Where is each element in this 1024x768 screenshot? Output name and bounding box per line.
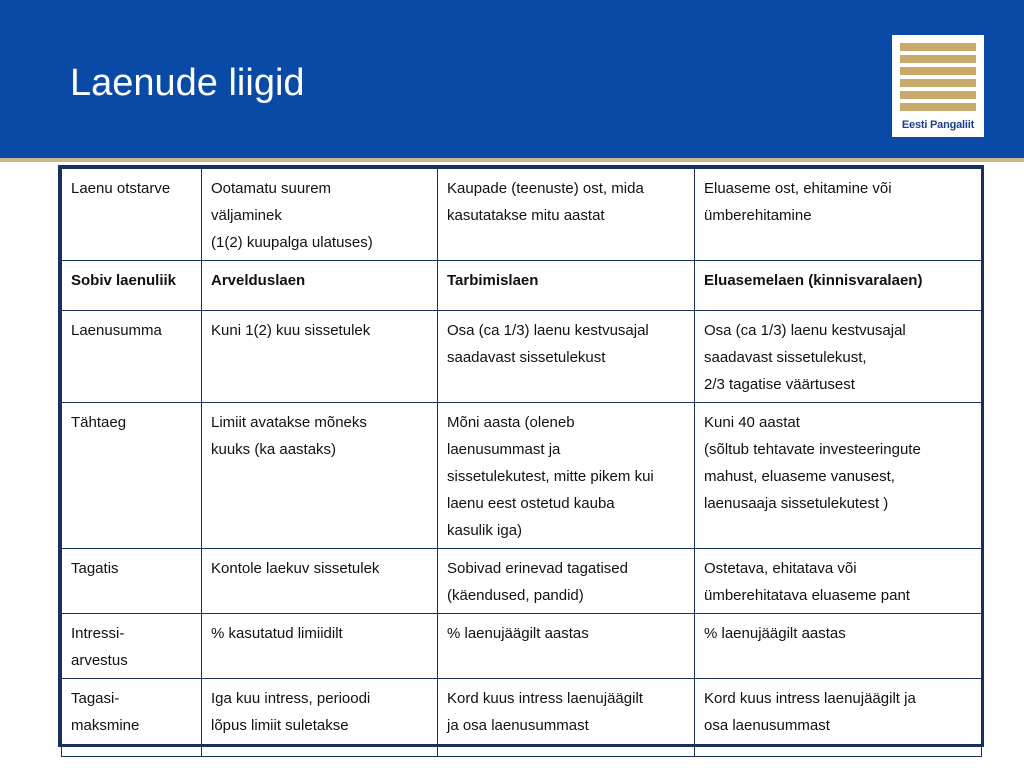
table-cell: Mõni aasta (oleneb laenusummast ja sissetulekutest, mitte pikem kui laenu eest ostetud kauba kasulik iga) <box>438 403 695 549</box>
table-cell: Eluaseme ost, ehitamine või ümberehitamine <box>695 169 982 261</box>
table-cell: Intressi- arvestus <box>62 614 202 679</box>
table-cell: Sobivad erinevad tagatised (käendused, pandid) <box>438 549 695 614</box>
table-cell: Kord kuus intress laenujäägilt ja osa laenusummast <box>438 679 695 757</box>
table-row <box>62 169 982 261</box>
table-row <box>62 403 982 549</box>
table-cell: Kontole laekuv sissetulek <box>202 549 438 614</box>
table-cell: Kord kuus intress laenujäägilt ja osa laenusummast <box>695 679 982 757</box>
table-row <box>62 311 982 403</box>
table-cell: Kuni 1(2) kuu sissetulek <box>202 311 438 403</box>
table-cell: % laenujäägilt aastas <box>438 614 695 679</box>
header-divider <box>0 158 1024 162</box>
table-cell: Tagatis <box>62 549 202 614</box>
table-cell: Kuni 40 aastat (sõltub tehtavate investeeringute mahust, eluaseme vanusest, laenusaaja sissetulekutest ) <box>695 403 982 549</box>
loan-types-table <box>58 165 984 747</box>
table-cell: Laenu otstarve <box>62 169 202 261</box>
logo-mark-icon <box>900 43 976 115</box>
table-row <box>62 679 982 757</box>
table-cell: Tarbimislaen <box>438 261 695 311</box>
table-row <box>62 614 982 679</box>
slide-title: Laenude liigid <box>70 62 305 104</box>
table-cell: Tagasi- maksmine <box>62 679 202 757</box>
table-cell: Laenusumma <box>62 311 202 403</box>
logo-text: Eesti Pangaliit <box>901 119 975 131</box>
table-cell: % kasutatud limiidilt <box>202 614 438 679</box>
eesti-pangaliit-logo <box>892 35 984 137</box>
table-cell: % laenujäägilt aastas <box>695 614 982 679</box>
table-cell: Kaupade (teenuste) ost, mida kasutatakse mitu aastat <box>438 169 695 261</box>
table-cell: Ootamatu suurem väljaminek (1(2) kuupalga ulatuses) <box>202 169 438 261</box>
table-cell: Osa (ca 1/3) laenu kestvusajal saadavast sissetulekust, 2/3 tagatise väärtusest <box>695 311 982 403</box>
table-cell: Iga kuu intress, perioodi lõpus limiit suletakse <box>202 679 438 757</box>
table-row <box>62 549 982 614</box>
table-cell: Arvelduslaen <box>202 261 438 311</box>
table-row <box>62 261 982 311</box>
table-cell: Osa (ca 1/3) laenu kestvusajal saadavast sissetulekust <box>438 311 695 403</box>
table-cell: Sobiv laenuliik <box>62 261 202 311</box>
table-cell: Limiit avatakse mõneks kuuks (ka aastaks) <box>202 403 438 549</box>
table-cell: Ostetava, ehitatava või ümberehitatava eluaseme pant <box>695 549 982 614</box>
table-cell: Eluasemelaen (kinnisvaralaen) <box>695 261 982 311</box>
table-cell: Tähtaeg <box>62 403 202 549</box>
